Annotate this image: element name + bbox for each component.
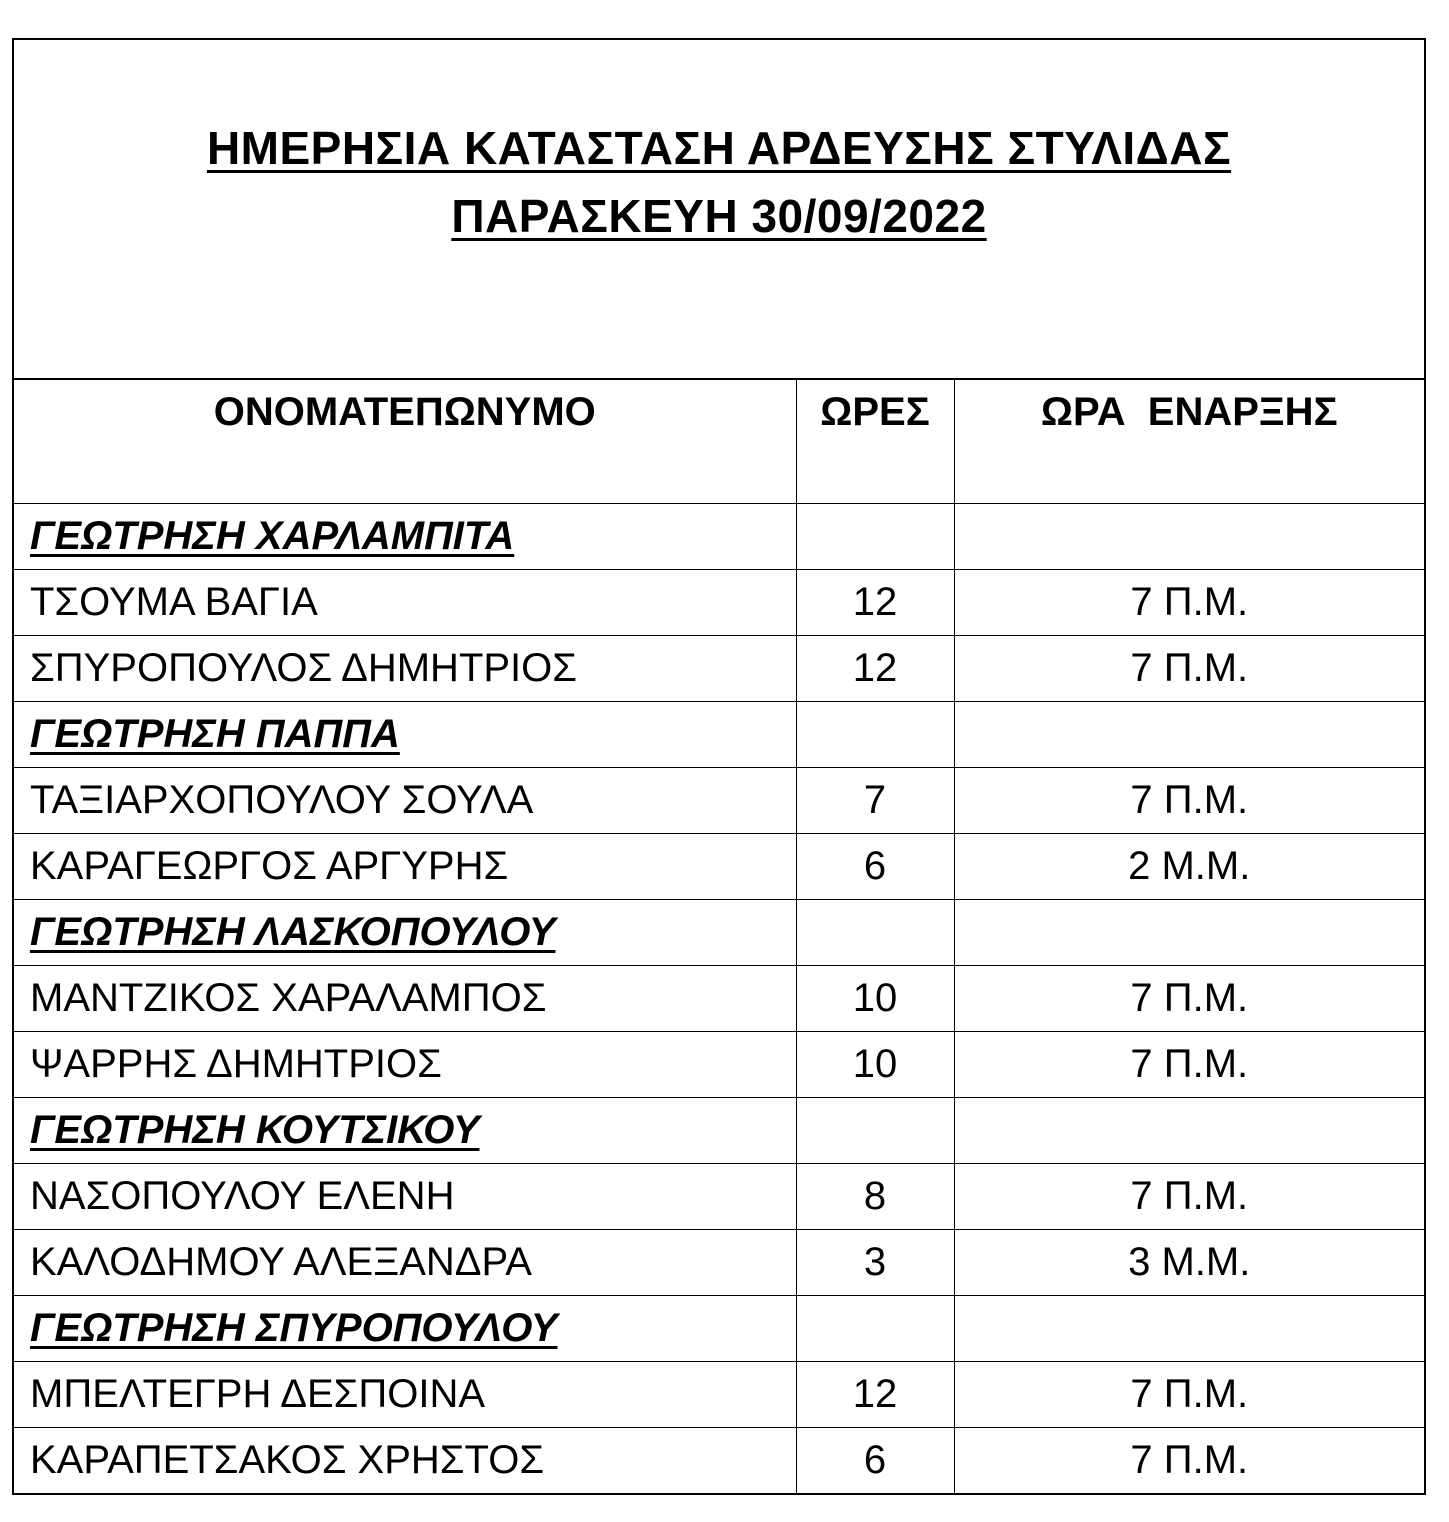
hours-cell: 12 <box>796 569 954 635</box>
section-row <box>14 503 1424 569</box>
name-cell: ΤΑΞΙΑΡΧΟΠΟΥΛΟΥ ΣΟΥΛΑ <box>14 767 796 833</box>
hours-cell <box>796 899 954 965</box>
start-time-cell <box>954 899 1424 965</box>
start-time-cell: 7 Π.Μ. <box>954 569 1424 635</box>
table-row <box>14 767 1424 833</box>
table-row <box>14 569 1424 635</box>
hours-cell <box>796 1097 954 1163</box>
document-date: ΠΑΡΑΣΚΕΥΗ 30/09/2022 <box>451 190 987 242</box>
start-time-cell <box>954 1097 1424 1163</box>
start-time-cell: 7 Π.Μ. <box>954 1427 1424 1493</box>
table-row <box>14 833 1424 899</box>
hours-cell: 12 <box>796 1361 954 1427</box>
start-time-cell: 7 Π.Μ. <box>954 635 1424 701</box>
name-cell: ΤΣΟΥΜΑ ΒΑΓΙΑ <box>14 569 796 635</box>
table-row <box>14 1163 1424 1229</box>
section-title: ΓΕΩΤΡΗΣΗ ΛΑΣΚΟΠΟΥΛΟΥ <box>14 899 796 965</box>
section-title: ΓΕΩΤΡΗΣΗ ΚΟΥΤΣΙΚΟΥ <box>14 1097 796 1163</box>
header-start-time: ΩΡΑ ΕΝΑΡΞΗΣ <box>954 380 1424 503</box>
name-cell: ΚΑΡΑΠΕΤΣΑΚΟΣ ΧΡΗΣΤΟΣ <box>14 1427 796 1493</box>
name-cell: ΝΑΣΟΠΟΥΛΟΥ ΕΛΕΝΗ <box>14 1163 796 1229</box>
hours-cell: 6 <box>796 1427 954 1493</box>
name-cell: ΚΑΛΟΔΗΜΟΥ ΑΛΕΞΑΝΔΡΑ <box>14 1229 796 1295</box>
hours-cell <box>796 701 954 767</box>
name-cell: ΣΠΥΡΟΠΟΥΛΟΣ ΔΗΜΗΤΡΙΟΣ <box>14 635 796 701</box>
name-cell: ΚΑΡΑΓΕΩΡΓΟΣ ΑΡΓΥΡΗΣ <box>14 833 796 899</box>
start-time-cell: 3 Μ.Μ. <box>954 1229 1424 1295</box>
start-time-cell: 2 Μ.Μ. <box>954 833 1424 899</box>
document-title: ΗΜΕΡΗΣΙΑ ΚΑΤΑΣΤΑΣΗ ΑΡΔΕΥΣΗΣ ΣΤΥΛΙΔΑΣ <box>206 122 1232 174</box>
start-time-cell: 7 Π.Μ. <box>954 965 1424 1031</box>
start-time-cell <box>954 701 1424 767</box>
hours-cell: 8 <box>796 1163 954 1229</box>
hours-cell: 10 <box>796 965 954 1031</box>
table-row <box>14 1361 1424 1427</box>
name-cell: ΨΑΡΡΗΣ ΔΗΜΗΤΡΙΟΣ <box>14 1031 796 1097</box>
hours-cell <box>796 503 954 569</box>
start-time-cell <box>954 503 1424 569</box>
table-header-row <box>14 380 1424 503</box>
section-title: ΓΕΩΤΡΗΣΗ ΣΠΥΡΟΠΟΥΛΟΥ <box>14 1295 796 1361</box>
table-row <box>14 1031 1424 1097</box>
table-row <box>14 965 1424 1031</box>
hours-cell: 6 <box>796 833 954 899</box>
document-page <box>12 38 1426 1495</box>
section-title: ΓΕΩΤΡΗΣΗ ΠΑΠΠΑ <box>14 701 796 767</box>
name-cell: ΜΑΝΤΖΙΚΟΣ ΧΑΡΑΛΑΜΠΟΣ <box>14 965 796 1031</box>
table-row <box>14 635 1424 701</box>
table-row <box>14 1427 1424 1493</box>
title-block <box>14 40 1424 380</box>
section-row <box>14 1097 1424 1163</box>
start-time-cell: 7 Π.Μ. <box>954 1163 1424 1229</box>
hours-cell: 12 <box>796 635 954 701</box>
section-row <box>14 701 1424 767</box>
irrigation-table <box>14 380 1424 1493</box>
hours-cell: 3 <box>796 1229 954 1295</box>
hours-cell: 10 <box>796 1031 954 1097</box>
header-hours: ΩΡΕΣ <box>796 380 954 503</box>
section-title: ΓΕΩΤΡΗΣΗ ΧΑΡΛΑΜΠΙΤΑ <box>14 503 796 569</box>
name-cell: ΜΠΕΛΤΕΓΡΗ ΔΕΣΠΟΙΝΑ <box>14 1361 796 1427</box>
hours-cell <box>796 1295 954 1361</box>
start-time-cell: 7 Π.Μ. <box>954 1361 1424 1427</box>
header-name: ΟΝΟΜΑΤΕΠΩΝΥΜΟ <box>14 380 796 503</box>
start-time-cell: 7 Π.Μ. <box>954 1031 1424 1097</box>
start-time-cell <box>954 1295 1424 1361</box>
section-row <box>14 1295 1424 1361</box>
section-row <box>14 899 1424 965</box>
hours-cell: 7 <box>796 767 954 833</box>
start-time-cell: 7 Π.Μ. <box>954 767 1424 833</box>
table-row <box>14 1229 1424 1295</box>
